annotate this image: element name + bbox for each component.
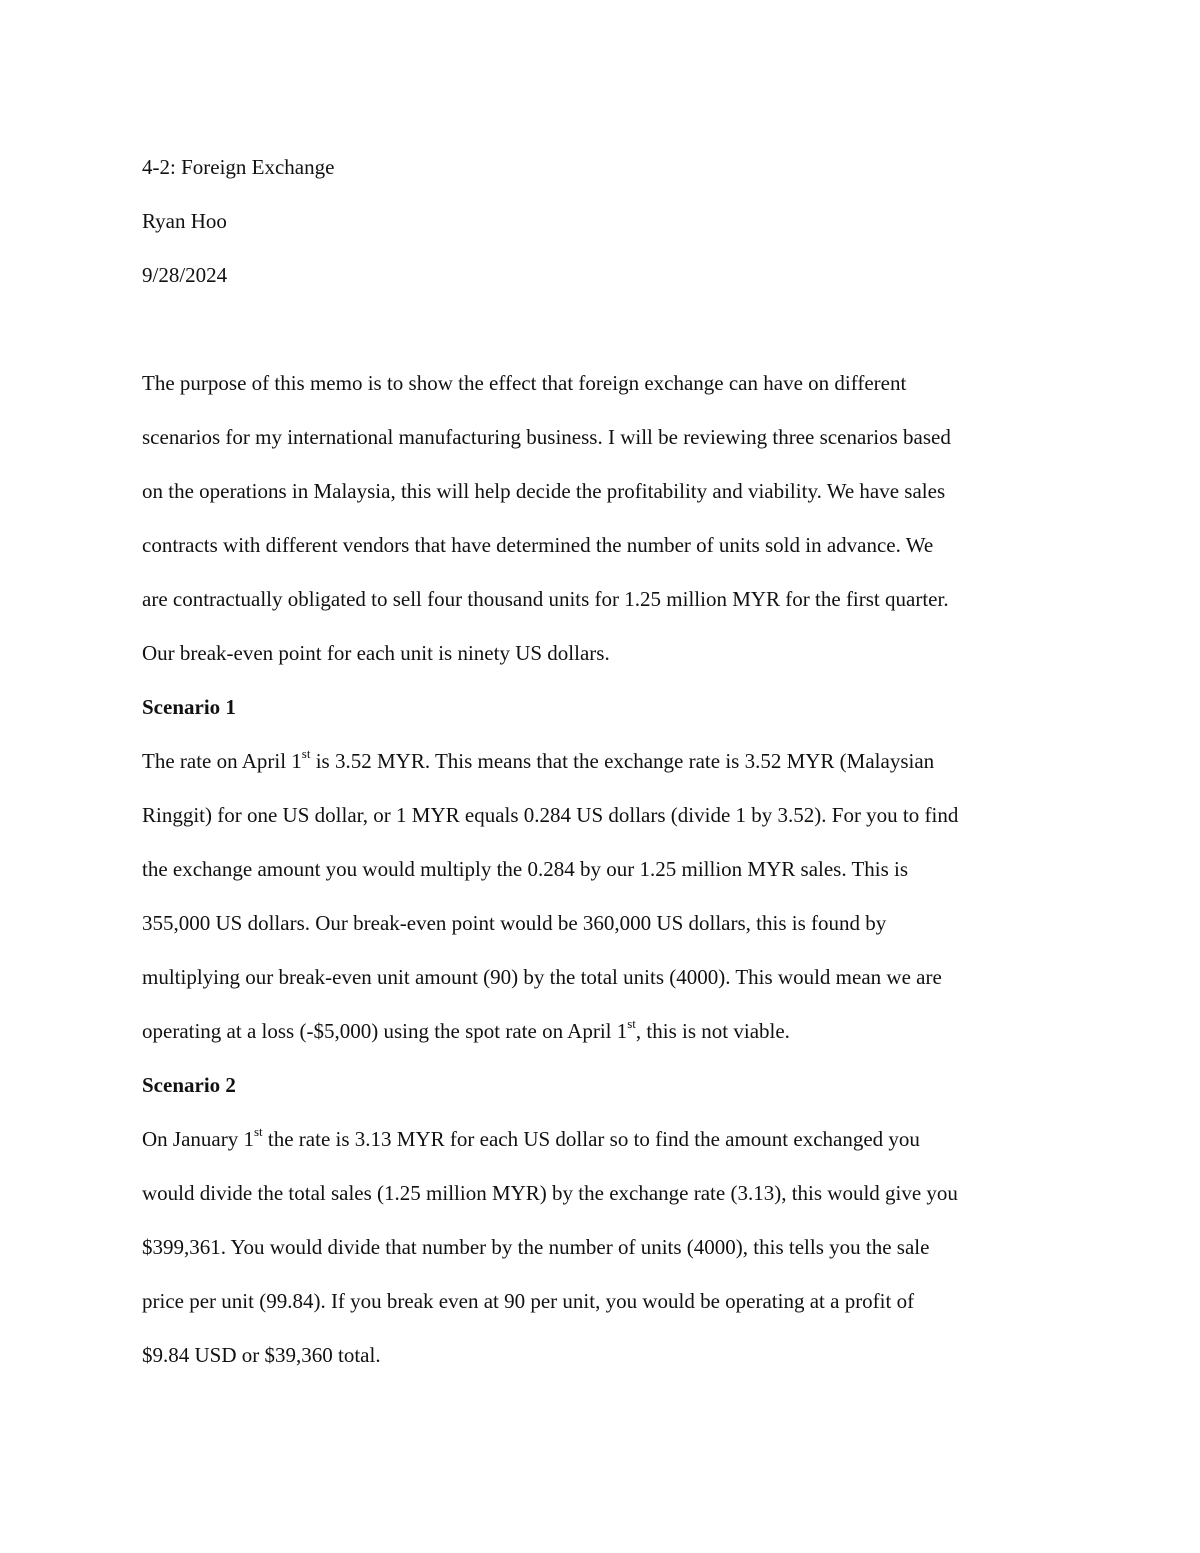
text-segment: The rate on April 1 [142,749,302,773]
intro-line: are contractually obligated to sell four thousand units for 1.25 million MYR for the first quarter. [142,587,949,611]
intro-paragraph [142,356,1062,680]
text-segment: the rate is 3.13 MYR for each US dollar so to find the amount exchanged you [262,1127,920,1151]
scenario-1-line [142,734,1062,788]
ordinal-suffix: st [627,1016,636,1031]
scenario-2-line: $399,361. You would divide that number by the number of units (4000), this tells you the sale [142,1235,930,1259]
memo-date: 9/28/2024 [142,263,228,287]
text-segment: , this is not viable. [635,1019,790,1043]
ordinal-suffix: st [253,1124,263,1139]
scenario-2-line [142,1112,1062,1166]
scenario-1-line [142,1004,1062,1058]
intro-line: contracts with different vendors that have determined the number of units sold in advance. We [142,533,934,557]
scenario-1-line: the exchange amount you would multiply the 0.284 by our 1.25 million MYR sales. This is [142,857,909,881]
memo-body [142,140,1062,1382]
scenario-2-heading: Scenario 2 [142,1073,236,1097]
scenario-2-line: price per unit (99.84). If you break even at 90 per unit, you would be operating at a profit of [142,1289,915,1313]
scenario-2-line: $9.84 USD or $39,360 total. [142,1343,381,1367]
scenario-1-line: 355,000 US dollars. Our break-even point would be 360,000 US dollars, this is found by [142,911,887,935]
intro-line: on the operations in Malaysia, this will help decide the profitability and viability. We have sales [142,479,946,503]
intro-line: The purpose of this memo is to show the effect that foreign exchange can have on different [142,371,907,395]
scenario-2-paragraph [142,1112,1062,1382]
intro-line: scenarios for my international manufacturing business. I will be reviewing three scenarios based [142,425,951,449]
scenario-2-line: would divide the total sales (1.25 million MYR) by the exchange rate (3.13), this would give you [142,1181,958,1205]
memo-author: Ryan Hoo [142,209,227,233]
intro-line: Our break-even point for each unit is ninety US dollars. [142,641,610,665]
spacer [142,302,1062,356]
text-segment: is 3.52 MYR. This means that the exchange rate is 3.52 MYR (Malaysian [310,749,935,773]
ordinal-suffix: st [301,746,311,761]
text-segment: On January 1 [142,1127,254,1151]
scenario-1-line: multiplying our break-even unit amount (90) by the total units (4000). This would mean we are [142,965,942,989]
text-segment: operating at a loss (-$5,000) using the spot rate on April 1 [142,1019,628,1043]
scenario-1-heading: Scenario 1 [142,695,236,719]
scenario-1-paragraph [142,734,1062,1058]
scenario-1-line: Ringgit) for one US dollar, or 1 MYR equals 0.284 US dollars (divide 1 by 3.52). For you to find [142,803,959,827]
memo-title: 4-2: Foreign Exchange [142,155,335,179]
